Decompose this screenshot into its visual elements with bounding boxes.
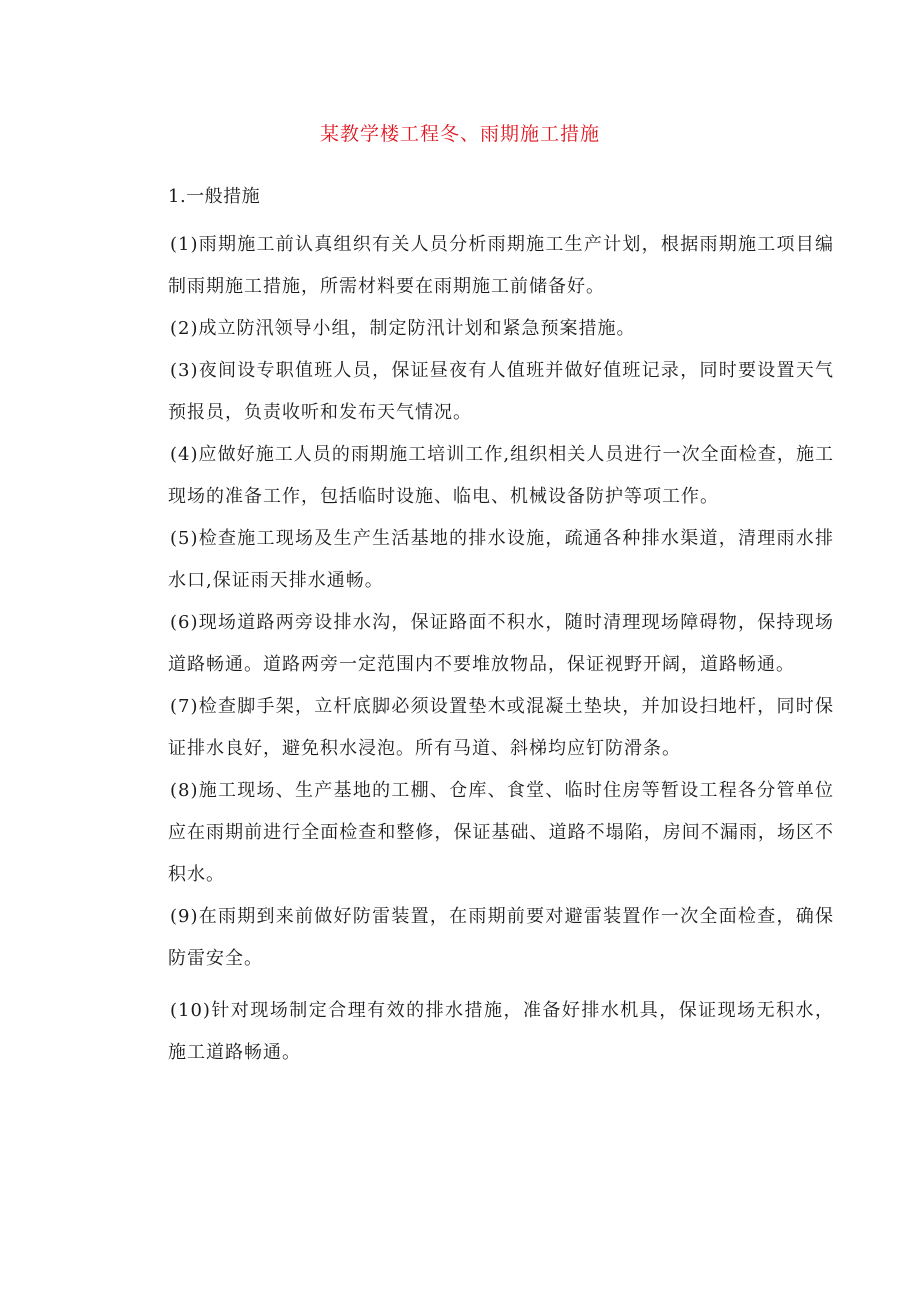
measure-item-10: (10)针对现场制定合理有效的排水措施，准备好排水机具，保证现场无积水，施工道路畅通。 (168, 1000, 834, 1063)
document-body (168, 182, 834, 1074)
measure-item-4: (4)应做好施工人员的雨期施工培训工作,组织相关人员进行一次全面检查，施工现场的准备工作，包括临时设施、临电、机械设备防护等项工作。 (168, 444, 834, 507)
measure-item-2: (2)成立防汛领导小组，制定防汛计划和紧急预案措施。 (170, 318, 636, 339)
measure-item-6: (6)现场道路两旁设排水沟，保证路面不积水，随时清理现场障碍物，保持现场道路畅通。道路两旁一定范围内不要堆放物品，保证视野开阔，道路畅通。 (168, 612, 834, 675)
measure-item-5: (5)检查施工现场及生产生活基地的排水设施，疏通各种排水渠道，清理雨水排水口,保证雨天排水通畅。 (168, 528, 834, 591)
measure-item-8: (8)施工现场、生产基地的工棚、仓库、食堂、临时住房等暂设工程各分管单位应在雨期前进行全面检查和整修，保证基础、道路不塌陷，房间不漏雨，场区不积水。 (168, 780, 834, 885)
document-title: 某教学楼工程冬、雨期施工措施 (319, 123, 600, 145)
measure-item-9: (9)在雨期到来前做好防雷装置，在雨期前要对避雷装置作一次全面检查，确保防雷安全。 (168, 906, 834, 969)
measure-item-7: (7)检查脚手架，立杆底脚必须设置垫木或混凝土垫块，并加设扫地杆，同时保证排水良好，避免积水浸泡。所有马道、斜梯均应钉防滑条。 (168, 696, 834, 759)
measure-item-3: (3)夜间设专职值班人员，保证昼夜有人值班并做好值班记录，同时要设置天气预报员，负责收听和发布天气情况。 (168, 360, 834, 423)
section-heading: 1.一般措施 (168, 186, 261, 207)
measure-item-1: (1)雨期施工前认真组织有关人员分析雨期施工生产计划，根据雨期施工项目编制雨期施工措施，所需材料要在雨期施工前储备好。 (168, 234, 834, 297)
